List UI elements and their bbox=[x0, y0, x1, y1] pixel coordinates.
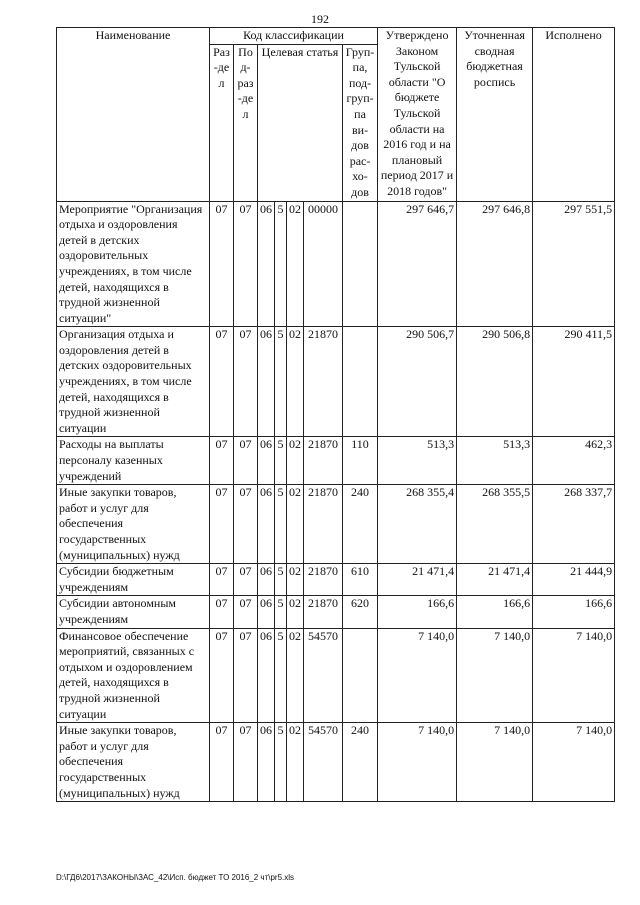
row-expense-group bbox=[343, 628, 378, 723]
row-revised: 7 140,0 bbox=[457, 723, 533, 802]
header-row-1 bbox=[57, 28, 615, 45]
row-cs-main-event: 02 bbox=[287, 596, 304, 628]
row-cs-direction: 54570 bbox=[304, 628, 343, 723]
row-approved: 21 471,4 bbox=[378, 564, 457, 596]
row-cs-main-event: 02 bbox=[287, 628, 304, 723]
row-name: Иные закупки товаров, работ и услуг для обеспечения государственных (муниципальных) нужд bbox=[57, 723, 210, 802]
row-cs-direction: 00000 bbox=[304, 201, 343, 327]
row-cs-program: 06 bbox=[258, 723, 275, 802]
col-header-approved: Утверждено Законом Тульской области "О бюджете Тульской области на 2016 год и на плановый период 2017 и 2018 годов" bbox=[378, 28, 457, 202]
row-podrazdel: 07 bbox=[234, 723, 258, 802]
row-revised: 268 355,5 bbox=[457, 485, 533, 564]
row-cs-program: 06 bbox=[258, 327, 275, 437]
row-name: Финансовое обеспечение мероприятий, связанных с отдыхом и оздоровлением детей, находящихся в трудной жизненной ситуации bbox=[57, 628, 210, 723]
row-approved: 166,6 bbox=[378, 596, 457, 628]
row-podrazdel: 07 bbox=[234, 628, 258, 723]
row-cs-program: 06 bbox=[258, 564, 275, 596]
col-header-code-group: Код классификации bbox=[210, 28, 378, 45]
table-row bbox=[57, 485, 615, 564]
row-cs-program: 06 bbox=[258, 437, 275, 485]
col-header-target-item: Целевая статья bbox=[258, 44, 343, 201]
row-expense-group: 620 bbox=[343, 596, 378, 628]
row-cs-direction: 21870 bbox=[304, 485, 343, 564]
row-cs-program: 06 bbox=[258, 628, 275, 723]
row-cs-type: 5 bbox=[275, 723, 287, 802]
col-header-name: Наименование bbox=[57, 28, 210, 202]
row-cs-type: 5 bbox=[275, 628, 287, 723]
row-executed: 290 411,5 bbox=[533, 327, 615, 437]
table-body bbox=[57, 201, 615, 802]
row-podrazdel: 07 bbox=[234, 437, 258, 485]
row-expense-group bbox=[343, 327, 378, 437]
row-cs-type: 5 bbox=[275, 485, 287, 564]
row-cs-direction: 54570 bbox=[304, 723, 343, 802]
row-cs-main-event: 02 bbox=[287, 485, 304, 564]
page-number: 192 bbox=[311, 12, 329, 26]
row-razdel: 07 bbox=[210, 327, 234, 437]
row-cs-main-event: 02 bbox=[287, 327, 304, 437]
table-row bbox=[57, 628, 615, 723]
row-approved: 268 355,4 bbox=[378, 485, 457, 564]
table-row bbox=[57, 201, 615, 327]
row-cs-type: 5 bbox=[275, 564, 287, 596]
row-approved: 7 140,0 bbox=[378, 723, 457, 802]
col-header-subsection: Под-раз-дел bbox=[234, 44, 258, 201]
row-cs-main-event: 02 bbox=[287, 201, 304, 327]
row-name: Мероприятие "Организация отдыха и оздоровления детей в детских оздоровительных учреждениях, в том числе детей, находящихся в трудной жизненной ситуации" bbox=[57, 201, 210, 327]
row-name: Иные закупки товаров, работ и услуг для обеспечения государственных (муниципальных) нужд bbox=[57, 485, 210, 564]
row-cs-type: 5 bbox=[275, 437, 287, 485]
table-row bbox=[57, 564, 615, 596]
row-podrazdel: 07 bbox=[234, 564, 258, 596]
row-cs-direction: 21870 bbox=[304, 437, 343, 485]
row-name: Организация отдыха и оздоровления детей в детских оздоровительных учреждениях, в том числе детей, находящихся в трудной жизненной ситуации bbox=[57, 327, 210, 437]
row-name: Расходы на выплаты персоналу казенных учреждений bbox=[57, 437, 210, 485]
row-cs-program: 06 bbox=[258, 596, 275, 628]
row-revised: 297 646,8 bbox=[457, 201, 533, 327]
row-executed: 297 551,5 bbox=[533, 201, 615, 327]
row-razdel: 07 bbox=[210, 723, 234, 802]
row-razdel: 07 bbox=[210, 596, 234, 628]
row-revised: 290 506,8 bbox=[457, 327, 533, 437]
row-cs-direction: 21870 bbox=[304, 596, 343, 628]
row-podrazdel: 07 bbox=[234, 596, 258, 628]
row-cs-direction: 21870 bbox=[304, 327, 343, 437]
footer-file-path: D:\ГД6\2017\ЗАКОНЫ\ЗАС_42\Исп. бюджет ТО 2016_2 чт\pr5.xls bbox=[56, 873, 295, 882]
col-header-revised: Уточненная сводная бюджетная роспись bbox=[457, 28, 533, 202]
row-expense-group: 110 bbox=[343, 437, 378, 485]
row-executed: 166,6 bbox=[533, 596, 615, 628]
budget-table bbox=[56, 27, 615, 802]
row-executed: 21 444,9 bbox=[533, 564, 615, 596]
row-cs-program: 06 bbox=[258, 485, 275, 564]
row-revised: 513,3 bbox=[457, 437, 533, 485]
table-row bbox=[57, 723, 615, 802]
row-cs-type: 5 bbox=[275, 327, 287, 437]
row-executed: 268 337,7 bbox=[533, 485, 615, 564]
row-cs-main-event: 02 bbox=[287, 564, 304, 596]
row-approved: 7 140,0 bbox=[378, 628, 457, 723]
row-name: Субсидии автономным учреждениям bbox=[57, 596, 210, 628]
row-approved: 297 646,7 bbox=[378, 201, 457, 327]
row-revised: 7 140,0 bbox=[457, 628, 533, 723]
row-cs-type: 5 bbox=[275, 596, 287, 628]
row-approved: 290 506,7 bbox=[378, 327, 457, 437]
table-row bbox=[57, 327, 615, 437]
row-razdel: 07 bbox=[210, 437, 234, 485]
row-executed: 7 140,0 bbox=[533, 628, 615, 723]
row-expense-group: 610 bbox=[343, 564, 378, 596]
row-expense-group bbox=[343, 201, 378, 327]
row-executed: 462,3 bbox=[533, 437, 615, 485]
row-cs-main-event: 02 bbox=[287, 723, 304, 802]
row-razdel: 07 bbox=[210, 485, 234, 564]
row-podrazdel: 07 bbox=[234, 201, 258, 327]
table-row bbox=[57, 596, 615, 628]
row-revised: 21 471,4 bbox=[457, 564, 533, 596]
col-header-expense-group: Груп-па, под-груп-па ви-дов рас-хо-дов bbox=[343, 44, 378, 201]
row-cs-main-event: 02 bbox=[287, 437, 304, 485]
row-approved: 513,3 bbox=[378, 437, 457, 485]
row-name: Субсидии бюджетным учреждениям bbox=[57, 564, 210, 596]
row-razdel: 07 bbox=[210, 628, 234, 723]
row-podrazdel: 07 bbox=[234, 485, 258, 564]
row-cs-type: 5 bbox=[275, 201, 287, 327]
row-podrazdel: 07 bbox=[234, 327, 258, 437]
row-cs-program: 06 bbox=[258, 201, 275, 327]
row-expense-group: 240 bbox=[343, 485, 378, 564]
row-executed: 7 140,0 bbox=[533, 723, 615, 802]
row-cs-direction: 21870 bbox=[304, 564, 343, 596]
row-razdel: 07 bbox=[210, 564, 234, 596]
row-expense-group: 240 bbox=[343, 723, 378, 802]
col-header-section: Раз-дел bbox=[210, 44, 234, 201]
table-row bbox=[57, 437, 615, 485]
col-header-executed: Исполнено bbox=[533, 28, 615, 202]
row-revised: 166,6 bbox=[457, 596, 533, 628]
row-razdel: 07 bbox=[210, 201, 234, 327]
